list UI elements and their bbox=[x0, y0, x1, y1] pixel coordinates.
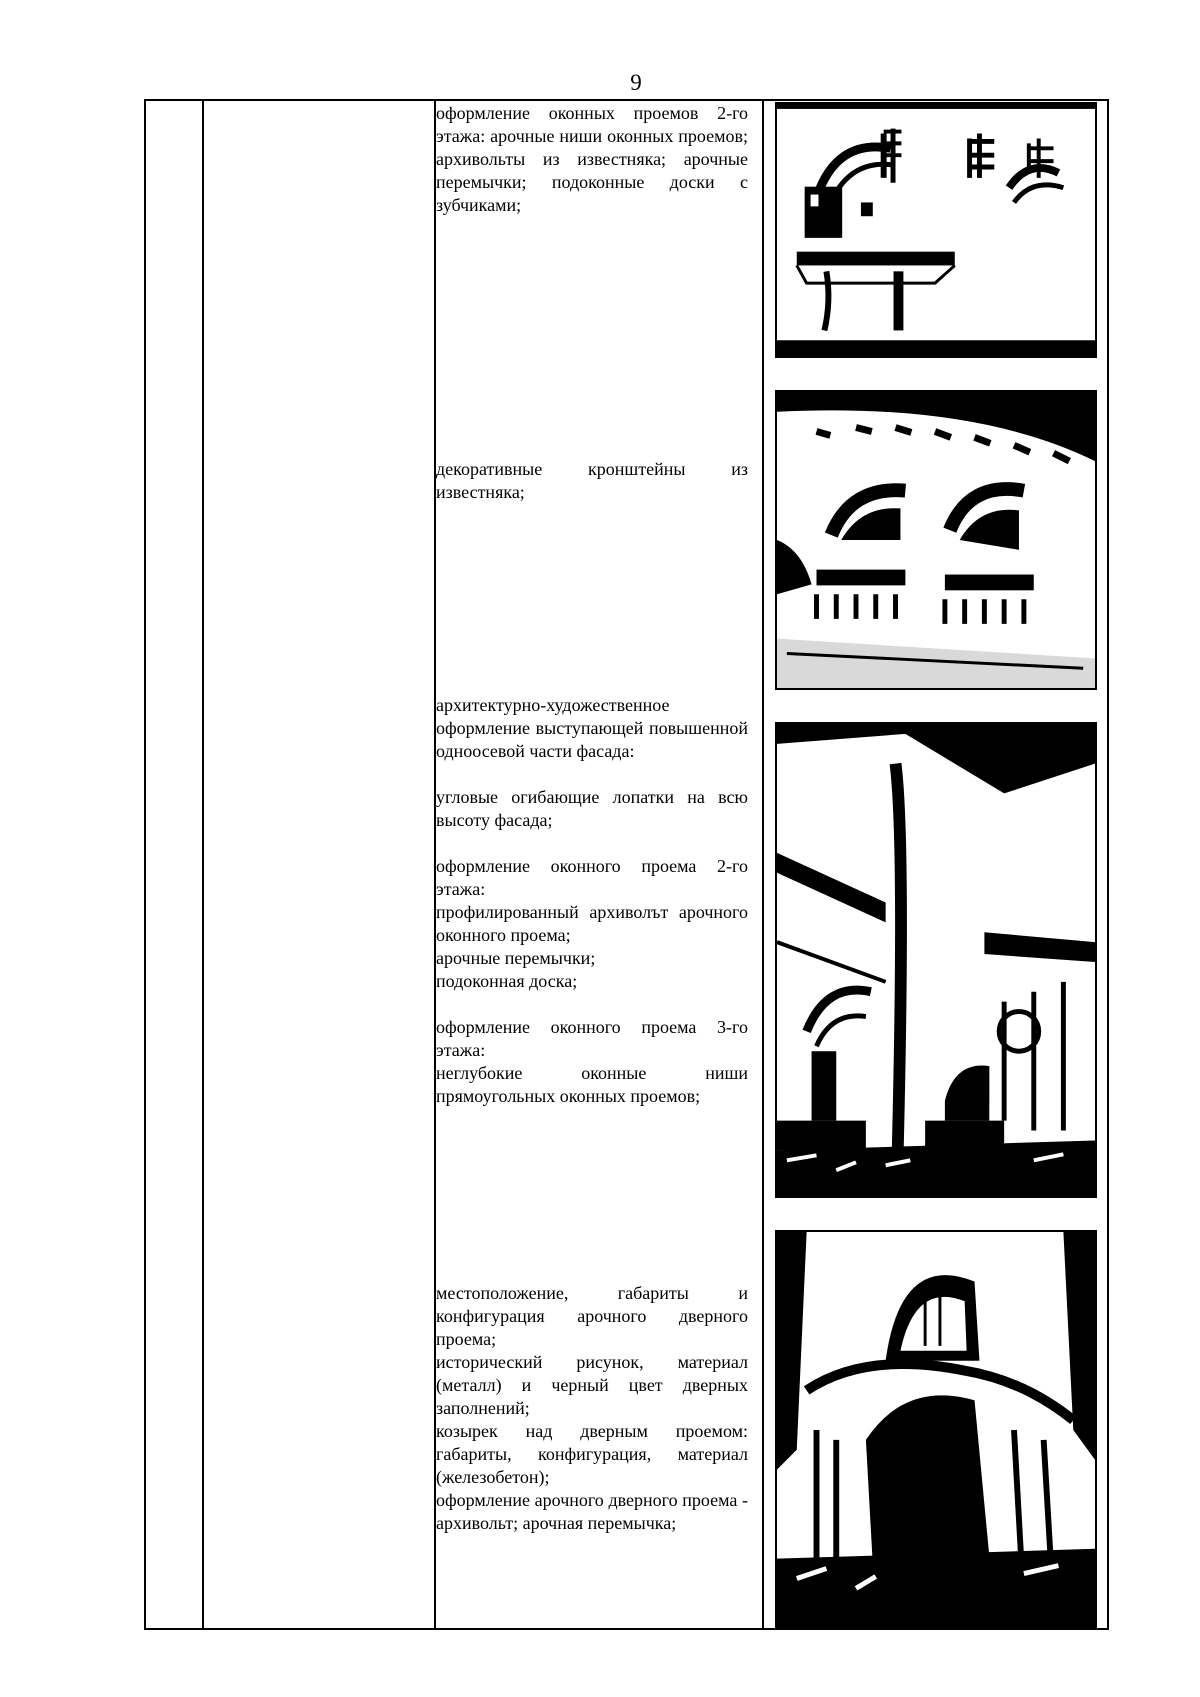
row-4-paragraph-3: козырек над дверным проемом: габариты, конфигурация, материал (железобетон); bbox=[436, 1421, 748, 1487]
row-3-paragraph-7: оформление оконного проема 3-го этажа: bbox=[436, 1017, 748, 1060]
row-1-paragraph-1: оформление оконных проемов 2-го этажа: арочные ниши оконных проемов; архивольты из известняка; арочные перемычки; подоконные доски с зубчиками; bbox=[436, 103, 748, 215]
row-3-paragraph-8: неглубокие оконные ниши прямоугольных оконных проемов; bbox=[436, 1063, 748, 1106]
row-2-description bbox=[436, 458, 748, 504]
row-4-paragraph-2: исторический рисунок, материал (металл) и черный цвет дверных заполнений; bbox=[436, 1352, 748, 1418]
row-1-description bbox=[436, 102, 748, 217]
row-4-paragraph-1: местоположение, габариты и конфигурация арочного дверного проема; bbox=[436, 1283, 748, 1349]
row-3-paragraph-5: арочные перемычки; bbox=[436, 948, 596, 968]
column-divider-1 bbox=[202, 101, 204, 1628]
row-3-paragraph-2: угловые огибающие лопатки на всю высоту фасада; bbox=[436, 787, 748, 830]
page-number: 9 bbox=[630, 70, 642, 95]
facade-projection-photo bbox=[775, 722, 1097, 1198]
row-4-description bbox=[436, 1282, 748, 1535]
column-divider-3 bbox=[762, 101, 764, 1628]
arched-doorway-photo bbox=[775, 1230, 1097, 1628]
building-window-arches-photo bbox=[775, 102, 1097, 358]
row-4-paragraph-4: оформление арочного дверного проема - архивольт; арочная перемычка; bbox=[436, 1490, 748, 1533]
row-3-paragraph-4: профилированный архиволът арочного оконного проема; bbox=[436, 902, 748, 945]
row-3-description bbox=[436, 694, 748, 1108]
row-3-paragraph-3: оформление оконного проема 2-го этажа: bbox=[436, 856, 748, 899]
limestone-brackets-photo bbox=[775, 390, 1097, 690]
row-2-paragraph-1: декоративные кронштейны из известняка; bbox=[436, 459, 748, 502]
row-3-paragraph-1: архитектурно-художественное оформление выступающей повышенной одноосевой части фасада: bbox=[436, 695, 748, 761]
row-3-paragraph-6: подоконная доска; bbox=[436, 971, 578, 991]
